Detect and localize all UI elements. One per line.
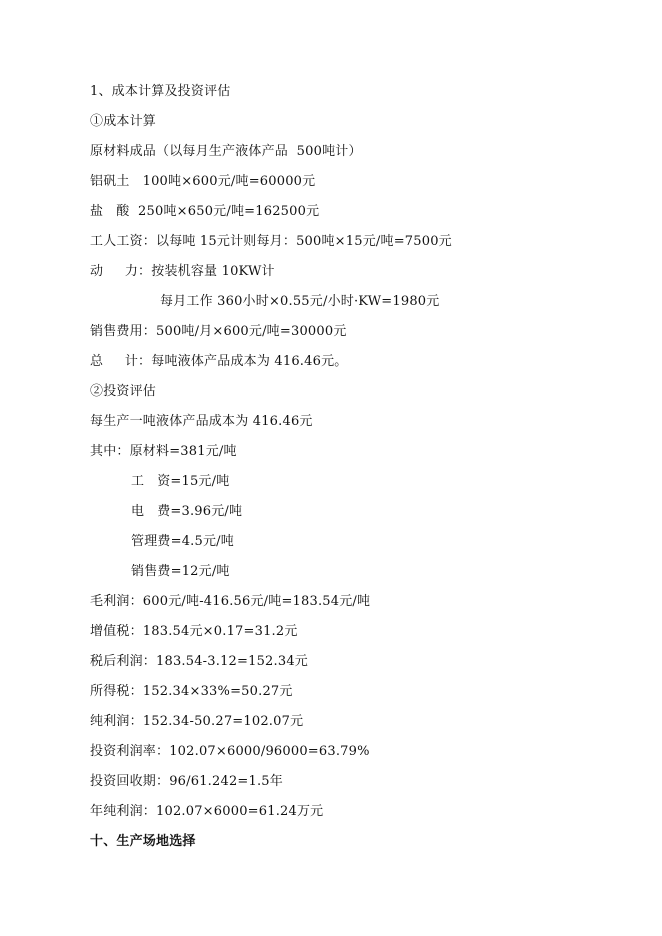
labor-per-ton-line: 工 资=15元/吨 — [131, 474, 230, 489]
electricity-per-ton-line: 电 费=3.96元/吨 — [131, 504, 243, 519]
per-ton-cost-line: 每生产一吨液体产品成本为 416.46元 — [90, 414, 313, 429]
subheading-investment-evaluation: ②投资评估 — [90, 384, 157, 399]
annual-net-profit-line: 年纯利润：102.07×6000=61.24万元 — [90, 804, 324, 819]
net-profit-line: 纯利润：152.34-50.27=102.07元 — [90, 714, 304, 729]
raw-material-per-ton-line: 其中：原材料=381元/吨 — [90, 444, 237, 459]
power-detail-line: 每月工作 360小时×0.55元/小时·KW=1980元 — [160, 294, 440, 309]
payback-period-line: 投资回收期：96/61.242=1.5年 — [90, 774, 283, 789]
alum-cost-line: 铝矾土 100吨×600元/吨=60000元 — [90, 174, 316, 189]
management-per-ton-line: 管理费=4.5元/吨 — [131, 534, 234, 549]
acid-cost-line: 盐 酸 250吨×650元/吨=162500元 — [90, 204, 320, 219]
wages-line: 工人工资：以每吨 15元计则每月：500吨×15元/吨=7500元 — [90, 234, 452, 249]
raw-material-title: 原材料成品（以每月生产液体产品 500吨计） — [90, 144, 362, 159]
section-ten-heading: 十、生产场地选择 — [90, 834, 196, 849]
sales-cost-line: 销售费用：500吨/月×600元/吨=30000元 — [90, 324, 347, 339]
total-cost-line: 总 计：每吨液体产品成本为 416.46元。 — [90, 354, 348, 369]
income-tax-line: 所得税：152.34×33%=50.27元 — [90, 684, 293, 699]
power-line: 动 力：按装机容量 10KW计 — [90, 264, 275, 279]
roi-line: 投资利润率：102.07×6000/96000=63.79% — [90, 744, 370, 759]
subheading-cost-calculation: ①成本计算 — [90, 114, 157, 129]
gross-profit-line: 毛利润：600元/吨-416.56元/吨=183.54元/吨 — [90, 594, 371, 609]
after-tax-profit-line: 税后利润：183.54-3.12=152.34元 — [90, 654, 309, 669]
heading-cost-and-investment: 1、成本计算及投资评估 — [90, 84, 231, 99]
sales-per-ton-line: 销售费=12元/吨 — [131, 564, 230, 579]
vat-line: 增值税：183.54元×0.17=31.2元 — [90, 624, 298, 639]
